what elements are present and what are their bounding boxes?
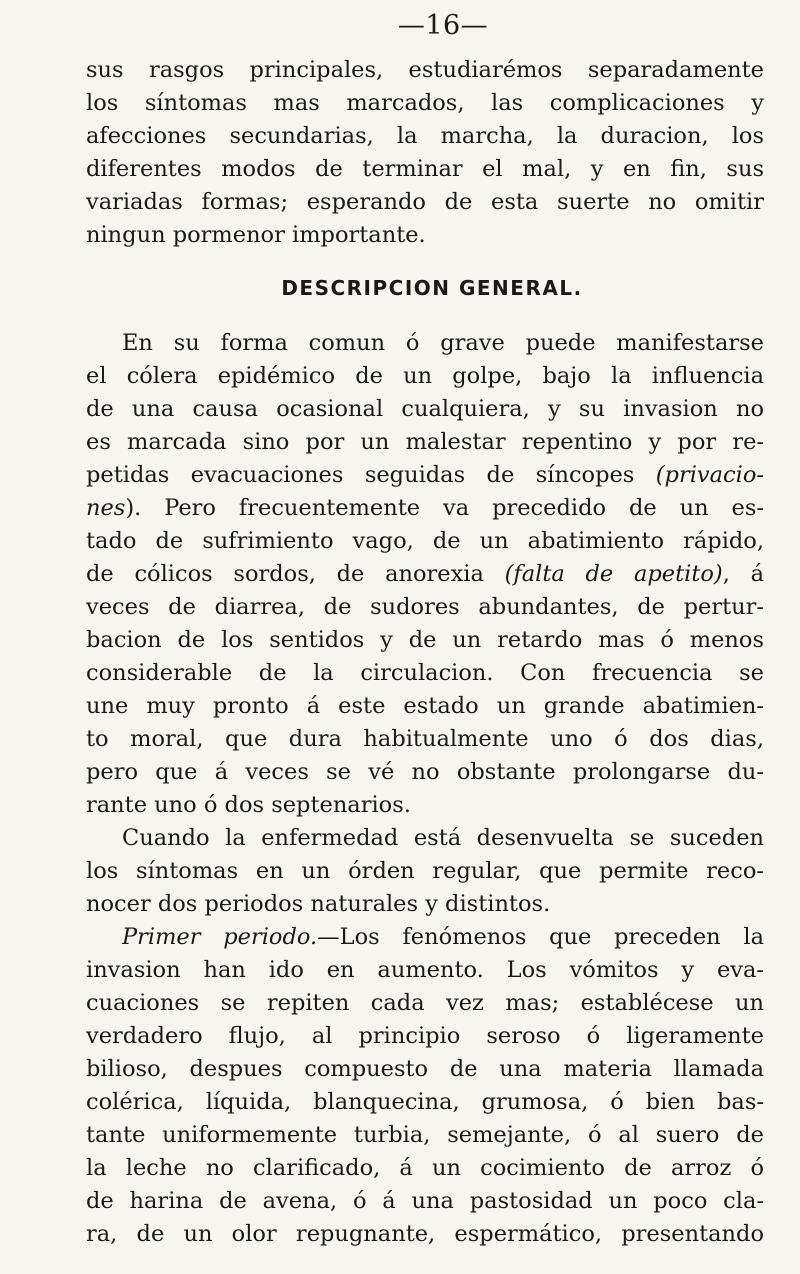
page-number: —16— (397, 10, 489, 41)
text-line: la leche no clarificado, á un cocimiento de arroz ó (86, 1155, 764, 1181)
text-line: los síntomas mas marcados, las complicaciones y (86, 90, 764, 116)
italic-gloss: (privacio- (655, 462, 764, 488)
text-line: cuaciones se repiten cada vez mas; establécese un (86, 990, 764, 1016)
text-line: afecciones secundarias, la marcha, la duracion, los (86, 123, 764, 149)
paragraph-disease-developed (86, 822, 764, 921)
text-line: diferentes modos de terminar el mal, y en fin, sus (86, 156, 764, 182)
text-line: Cuando la enfermedad está desenvuelta se suceden (122, 825, 764, 851)
text-line: En su forma comun ó grave puede manifestarse (122, 330, 764, 356)
paragraph-general-description (86, 327, 764, 822)
text-line: to moral, que dura habitualmente uno ó dos dias, (86, 726, 764, 752)
text-line: invasion han ido en aumento. Los vómitos y eva- (86, 957, 764, 983)
text-line: bilioso, despues compuesto de una materia llamada (86, 1056, 764, 1082)
text-line: une muy pronto á este estado un grande abatimien- (86, 693, 764, 719)
text-line: tante uniformemente turbia, semejante, ó al suero de (86, 1122, 764, 1148)
text-line: ra, de un olor repugnante, espermático, presentando (86, 1221, 764, 1247)
text-line: nocer dos periodos naturales y distintos. (86, 891, 551, 917)
text-line: los síntomas en un órden regular, que permite reco- (86, 858, 764, 884)
intro-paragraph (86, 54, 764, 252)
text-run: petidas evacuaciones seguidas de síncopes (86, 462, 656, 488)
text-run: , á (722, 561, 764, 587)
text-line (86, 492, 764, 525)
text-line: colérica, líquida, blanquecina, grumosa, ó bien bas- (86, 1089, 764, 1115)
text-line: variadas formas; esperando de esta suerte no omitir (86, 189, 764, 215)
italic-gloss: (falta de apetito) (504, 561, 723, 587)
text-line: rante uno ó dos septenarios. (86, 792, 411, 818)
text-run: de cólicos sordos, de anorexia (86, 561, 505, 587)
text-line: de harina de avena, ó á una pastosidad un poco cla- (86, 1188, 764, 1214)
text-line (86, 459, 764, 492)
text-run: —Los fenómenos que preceden la (317, 924, 764, 950)
text-line: es marcada sino por un malestar repentino y por re- (86, 429, 764, 455)
text-line: el cólera epidémico de un golpe, bajo la influencia (86, 363, 764, 389)
italic-gloss: nes (86, 495, 126, 521)
text-line: considerable de la circulacion. Con frecuencia se (86, 660, 764, 686)
text-line: veces de diarrea, de sudores abundantes, de pertur- (86, 594, 764, 620)
text-line (86, 921, 764, 954)
text-line: tado de sufrimiento vago, de un abatimiento rápido, (86, 528, 764, 554)
text-line: verdadero flujo, al principio seroso ó ligeramente (86, 1023, 764, 1049)
text-line (86, 558, 764, 591)
text-line: de una causa ocasional cualquiera, y su invasion no (86, 396, 764, 422)
text-line: pero que á veces se vé no obstante prolongarse du- (86, 759, 764, 785)
text-line: ningun pormenor importante. (86, 222, 426, 248)
text-run: ). Pero frecuentemente va precedido de un es- (125, 495, 764, 521)
text-line: sus rasgos principales, estudiarémos separadamente (86, 57, 764, 83)
text-line: bacion de los sentidos y de un retardo mas ó menos (86, 627, 764, 653)
section-heading: DESCRIPCION GENERAL. (281, 276, 583, 300)
italic-subheading: Primer periodo. (122, 924, 318, 950)
paragraph-first-period (86, 921, 764, 1251)
